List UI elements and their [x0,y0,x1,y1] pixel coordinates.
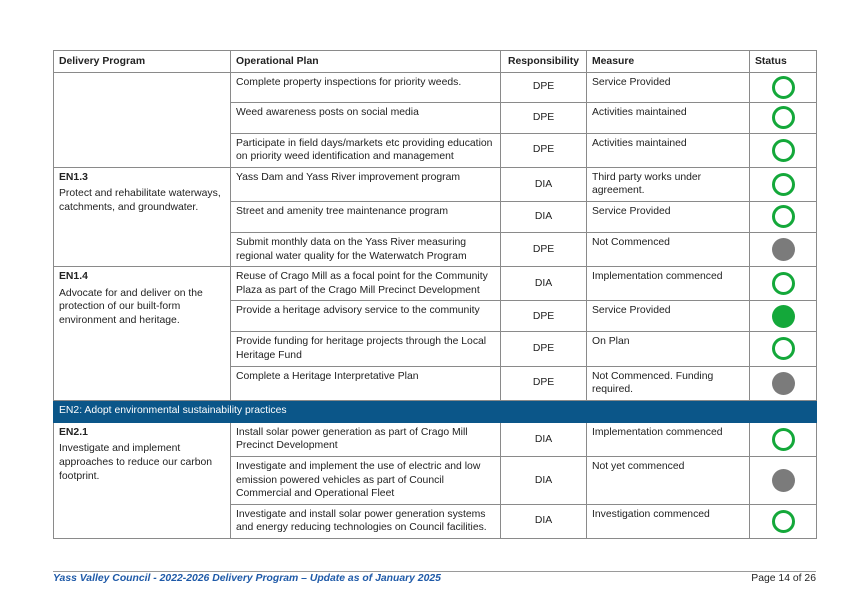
plan-cell: Provide funding for heritage projects through the Local Heritage Fund [231,332,501,366]
program-cell-empty [54,102,231,133]
delivery-program-table [53,50,817,539]
measure-cell: Activities maintained [587,133,750,167]
program-code: EN1.4 [59,271,88,283]
measure-cell: Not Commenced [587,232,750,266]
measure-cell: Implementation commenced [587,422,750,456]
status-cell [750,301,817,332]
program-cell-en1-4 [54,267,231,401]
responsibility-cell: DIA [501,422,587,456]
measure-cell: Not yet commenced [587,456,750,504]
program-description: Investigate and implement approaches to reduce our carbon footprint. [59,443,213,482]
status-cell [750,332,817,366]
status-cell [750,422,817,456]
status-cell [750,72,817,102]
status-on-track-icon [772,272,795,295]
header-operational-plan: Operational Plan [231,51,501,73]
plan-cell: Provide a heritage advisory service to the community [231,301,501,332]
measure-cell: On Plan [587,332,750,366]
measure-cell: Not Commenced. Funding required. [587,366,750,400]
header-delivery-program: Delivery Program [54,51,231,73]
plan-cell: Weed awareness posts on social media [231,102,501,133]
program-code: EN1.3 [59,171,88,183]
section-band-row [54,400,817,422]
measure-cell: Service Provided [587,72,750,102]
status-complete-icon [772,305,795,328]
table-row [54,267,817,301]
plan-cell: Reuse of Crago Mill as a focal point for the Community Plaza as part of the Crago Mill Precinct Development [231,267,501,301]
status-on-track-icon [772,337,795,360]
responsibility-cell: DPE [501,72,587,102]
plan-cell: Complete a Heritage Interpretative Plan [231,366,501,400]
measure-cell: Implementation commenced [587,267,750,301]
responsibility-cell: DIA [501,504,587,538]
program-cell-empty [54,72,231,102]
status-not-started-icon [772,238,795,261]
plan-cell: Participate in field days/markets etc providing education on priority weed identification and management [231,133,501,167]
responsibility-cell: DPE [501,332,587,366]
footer-document-title: Yass Valley Council - 2022-2026 Delivery Program – Update as of January 2025 [53,573,441,584]
table-row [54,167,817,201]
plan-cell: Complete property inspections for priority weeds. [231,72,501,102]
status-on-track-icon [772,205,795,228]
status-cell [750,504,817,538]
table-row [54,422,817,456]
status-cell [750,366,817,400]
measure-cell: Service Provided [587,201,750,232]
status-cell [750,267,817,301]
responsibility-cell: DIA [501,456,587,504]
status-cell [750,201,817,232]
program-cell-empty [54,133,231,167]
status-on-track-icon [772,428,795,451]
header-responsibility: Responsibility [501,51,587,73]
status-cell [750,167,817,201]
plan-cell: Yass Dam and Yass River improvement program [231,167,501,201]
status-not-started-icon [772,372,795,395]
plan-cell: Investigate and install solar power generation systems and energy reducing technologies on Council facilities. [231,504,501,538]
table-row [54,133,817,167]
header-measure: Measure [587,51,750,73]
measure-cell: Third party works under agreement. [587,167,750,201]
status-on-track-icon [772,510,795,533]
section-band-en2: EN2: Adopt environmental sustainability practices [54,400,817,422]
responsibility-cell: DPE [501,366,587,400]
status-on-track-icon [772,76,795,99]
plan-cell: Investigate and implement the use of electric and low emission powered vehicles as part of Council Commercial and Operational Fleet [231,456,501,504]
status-not-started-icon [772,469,795,492]
responsibility-cell: DPE [501,102,587,133]
status-on-track-icon [772,106,795,129]
program-description: Protect and rehabilitate waterways, catchments, and groundwater. [59,188,221,213]
status-on-track-icon [772,173,795,196]
table-row [54,102,817,133]
table-row [54,72,817,102]
footer-page-number: Page 14 of 26 [751,573,816,584]
plan-cell: Street and amenity tree maintenance program [231,201,501,232]
plan-cell: Install solar power generation as part of Crago Mill Precinct Development [231,422,501,456]
program-cell-en2-1 [54,422,231,538]
plan-cell: Submit monthly data on the Yass River measuring regional water quality for the Waterwatch Program [231,232,501,266]
measure-cell: Service Provided [587,301,750,332]
status-cell [750,232,817,266]
table-header-row [54,51,817,73]
status-cell [750,456,817,504]
program-description: Advocate for and deliver on the protection of our built-form environment and heritage. [59,287,203,326]
responsibility-cell: DIA [501,201,587,232]
footer-divider [53,571,816,572]
responsibility-cell: DPE [501,232,587,266]
measure-cell: Investigation commenced [587,504,750,538]
program-cell-en1-3 [54,167,231,266]
responsibility-cell: DIA [501,267,587,301]
status-cell [750,102,817,133]
header-status: Status [750,51,817,73]
status-on-track-icon [772,139,795,162]
responsibility-cell: DIA [501,167,587,201]
program-code: EN2.1 [59,426,88,438]
status-cell [750,133,817,167]
measure-cell: Activities maintained [587,102,750,133]
responsibility-cell: DPE [501,133,587,167]
responsibility-cell: DPE [501,301,587,332]
